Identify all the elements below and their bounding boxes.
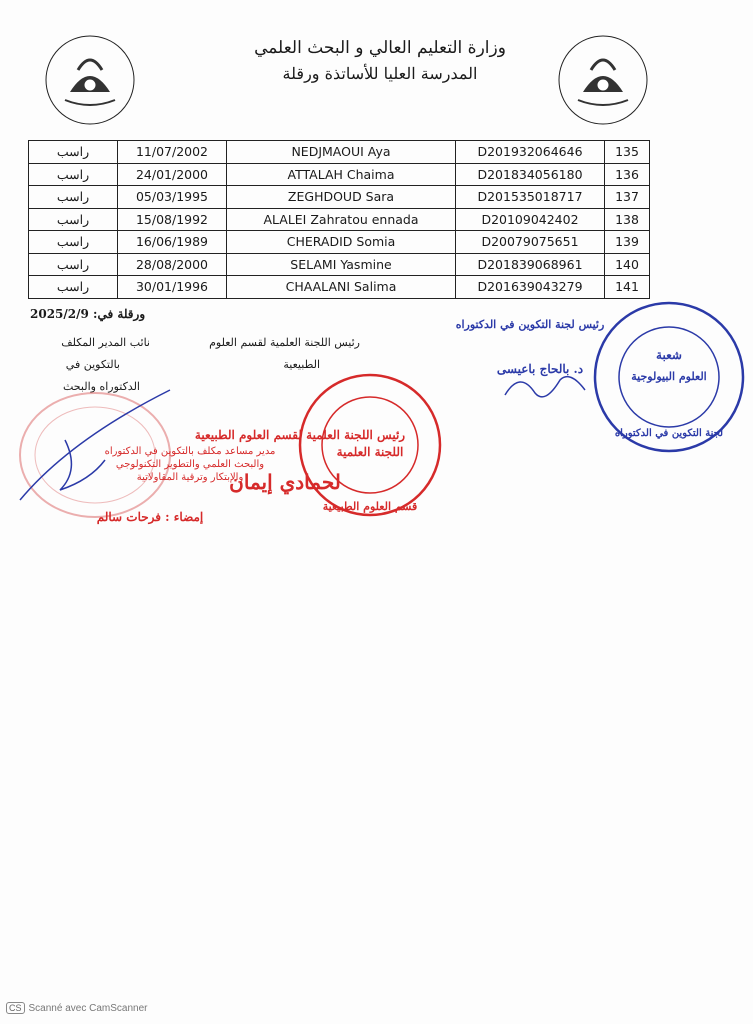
deputy-title-2: بالتكوين في (65, 358, 120, 371)
red-stamp-left-line-3: والإبتكار وترقية المقاولاتية (136, 472, 244, 483)
table-row (29, 231, 650, 254)
student-id-cell: D20109042402 (456, 208, 605, 231)
student-id-cell: D201834056180 (456, 163, 605, 186)
name-cell: ALALEI Zahratou ennada (227, 208, 456, 231)
blue-stamp-center-1: شعبة (656, 348, 682, 362)
red-stamp-left-line-2: والبحث العلمي والتطوير التكنولوجي (115, 459, 265, 470)
ministry-title: وزارة التعليم العالي و البحث العلمي (254, 38, 506, 58)
result-cell: راسب (29, 141, 118, 164)
name-cell: CHAALANI Salima (227, 276, 456, 299)
school-logo-left (40, 30, 140, 130)
table-row (29, 163, 650, 186)
name-cell: CHERADID Somia (227, 231, 456, 254)
student-id-cell: D201639043279 (456, 276, 605, 299)
result-cell: راسب (29, 231, 118, 254)
scan-footer-text: Scanné avec CamScanner (28, 1003, 148, 1014)
school-title: المدرسة العليا للأساتذة ورقلة (282, 64, 478, 83)
row-number-cell: 141 (605, 276, 650, 299)
birth-date-cell: 05/03/1995 (118, 186, 227, 209)
name-cell: ZEGHDOUD Sara (227, 186, 456, 209)
table-row (29, 208, 650, 231)
row-number-cell: 140 (605, 253, 650, 276)
red-stamp-right-title: رئيس اللجنة العلمية لقسم العلوم الطبيعية (194, 428, 406, 442)
student-id-cell: D201839068961 (456, 253, 605, 276)
result-cell: راسب (29, 186, 118, 209)
row-number-cell: 136 (605, 163, 650, 186)
table-row (29, 253, 650, 276)
result-cell: راسب (29, 163, 118, 186)
table-row (29, 276, 650, 299)
birth-date-cell: 16/06/1989 (118, 231, 227, 254)
name-cell: ATTALAH Chaima (227, 163, 456, 186)
camscanner-icon: CS (6, 1002, 25, 1014)
red-stamp-left-signature: إمضاء : فرحات سالم (96, 510, 204, 524)
result-cell: راسب (29, 208, 118, 231)
blue-stamp-center-2: العلوم البيولوجية (631, 370, 707, 383)
row-number-cell: 137 (605, 186, 650, 209)
red-stamp-right-bottom: قسم العلوم الطبيعية (322, 500, 418, 513)
result-cell: راسب (29, 276, 118, 299)
student-id-cell: D201932064646 (456, 141, 605, 164)
red-stamp-left-line-1: مدير مساعد مكلف بالتكوين في الدكتوراه (104, 446, 276, 457)
red-stamp-right-name: لحمادي إيمان (229, 470, 341, 494)
row-number-cell: 139 (605, 231, 650, 254)
blue-stamp-top: رئيس لجنة التكوين في الدكتوراه (455, 318, 605, 331)
results-table (28, 140, 650, 299)
result-cell: راسب (29, 253, 118, 276)
scan-footer (6, 1002, 147, 1014)
student-id-cell: D201535018717 (456, 186, 605, 209)
date-line: ورقلة في: 2025/2/9 (30, 307, 146, 321)
blue-stamp-bottom: لجنة التكوين في الدكتوراه (614, 428, 724, 439)
table-row (29, 186, 650, 209)
row-number-cell: 135 (605, 141, 650, 164)
red-stamp-right-center: اللجنة العلمية (336, 445, 404, 459)
committee-title-1: رئيس اللجنة العلمية لقسم العلوم (209, 336, 360, 349)
blue-stamp-name: د. بالحاج باعيسى (496, 362, 584, 376)
row-number-cell: 138 (605, 208, 650, 231)
birth-date-cell: 30/01/1996 (118, 276, 227, 299)
birth-date-cell: 28/08/2000 (118, 253, 227, 276)
birth-date-cell: 24/01/2000 (118, 163, 227, 186)
birth-date-cell: 15/08/1992 (118, 208, 227, 231)
birth-date-cell: 11/07/2002 (118, 141, 227, 164)
student-id-cell: D20079075651 (456, 231, 605, 254)
table-row (29, 141, 650, 164)
blue-signature (500, 365, 590, 410)
name-cell: SELAMI Yasmine (227, 253, 456, 276)
name-cell: NEDJMAOUI Aya (227, 141, 456, 164)
deputy-title-3: الدكتوراه والبحث (63, 380, 140, 393)
deputy-title-1: نائب المدير المكلف (61, 336, 150, 349)
committee-title-2: الطبيعية (283, 358, 320, 371)
